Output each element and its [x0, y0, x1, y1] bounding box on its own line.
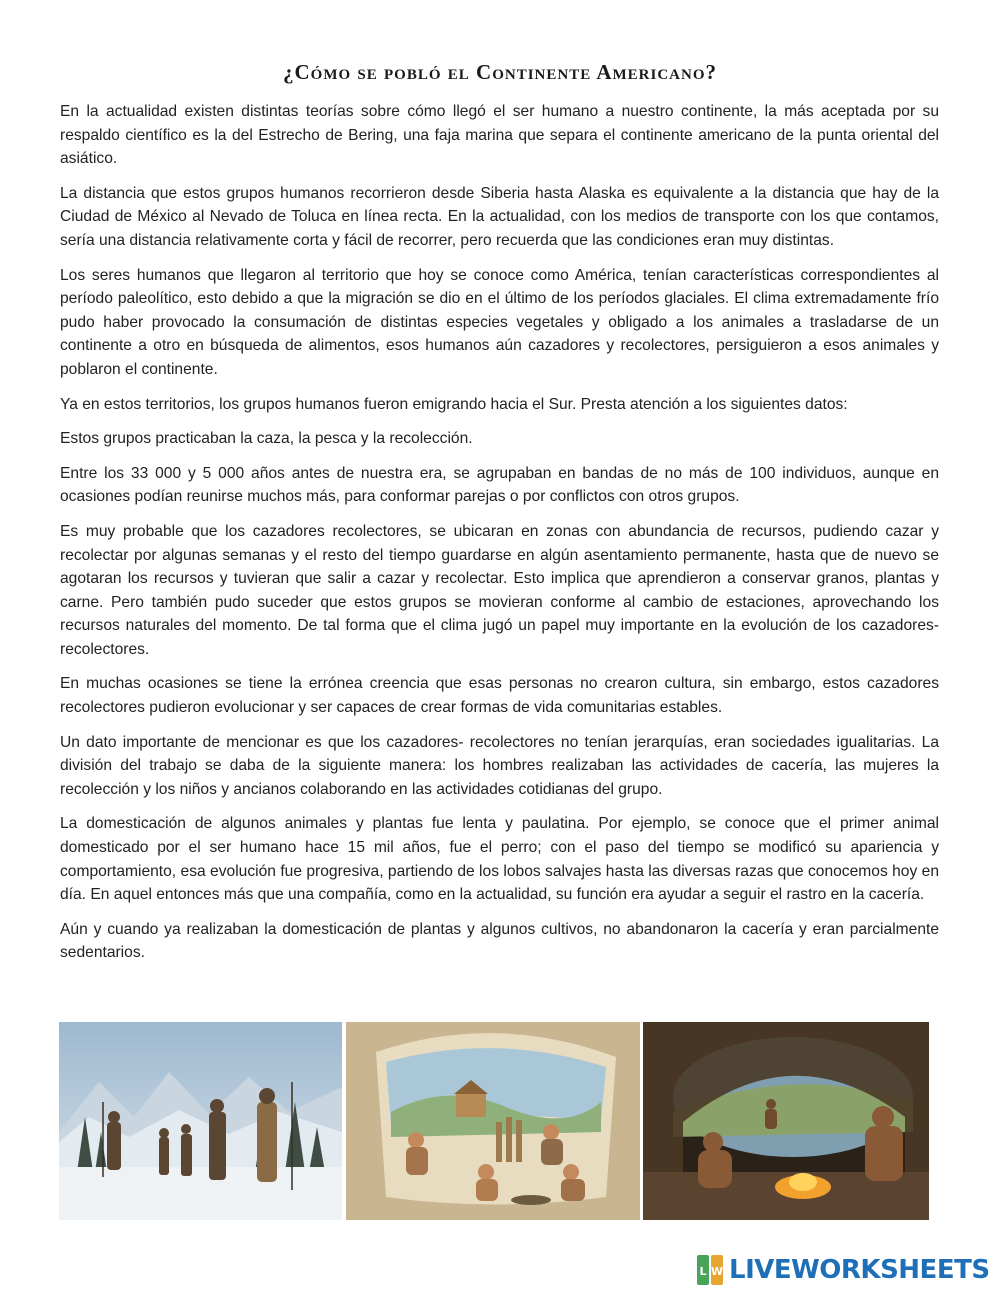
paragraph: Los seres humanos que llegaron al territorio que hoy se conoce como América, tenían características correspondientes al período paleolítico, esto debido a que la migración se dio en el último de los períodos glaciales. El clima extremadamente frío pudo haber provocado la consumación de distintas especies vegetales y obligado a los animales a trasladarse de un continente a otro en búsqueda de alimentos, esos humanos aún cazadores y recolectores, persiguieron a esos animales y poblaron el continente.	[60, 266, 939, 378]
page-title: ¿Cómo se pobló el Continente Americano?	[283, 60, 717, 84]
paragraph: Es muy probable que los cazadores recolectores, se ubicaran en zonas con abundancia de recursos, pudiendo cazar y recolectar por algunas semanas y el resto del tiempo guardarse en algún asentamiento permanente, hasta que de nuevo se agotaran los recursos y tuvieran que salir a cazar y recolectar. Esto implica que aprendieron a conservar granos, plantas y carne. Pero también pudo suceder que estos grupos se movieran conforme al cambio de estaciones, aprovechando los recursos naturales del momento. De tal forma que el clima jugó un papel muy importante en la evolución de los cazadores-recolectores.	[60, 522, 939, 658]
article-body	[60, 100, 939, 976]
logo-icon-letter: L	[699, 1265, 707, 1278]
paragraph: Entre los 33 000 y 5 000 años antes de nuestra era, se agrupaban en bandas de no más de 100 individuos, aunque en ocasiones podían reunirse muchos más, para conformar parejas o por conflictos con otros grupos.	[60, 464, 939, 506]
paragraph: Estos grupos practicaban la caza, la pesca y la recolección.	[60, 430, 473, 448]
logo-icon-letter: W	[710, 1265, 724, 1278]
image-strip	[59, 1022, 929, 1220]
liveworksheets-logo	[697, 1253, 997, 1287]
paragraph: Aún y cuando ya realizaban la domesticación de plantas y algunos cultivos, no abandonaron la cacería y eran parcialmente sedentarios.	[60, 920, 939, 962]
logo-text: LIVEWORKSHEETS	[729, 1255, 990, 1285]
cave-settlement-illustration	[346, 1022, 640, 1220]
cave-campfire-image	[643, 1022, 929, 1220]
paragraph: Ya en estos territorios, los grupos humanos fueron emigrando hacia el Sur. Presta atención a los siguientes datos:	[60, 395, 848, 413]
hunters-in-snow-image	[59, 1022, 342, 1220]
paragraph: Un dato importante de mencionar es que los cazadores- recolectores no tenían jerarquías, eran sociedades igualitarias. La división del trabajo se daba de la siguiente manera: los hombres realizaban las actividades de cacería, las mujeres la recolección y los niños y ancianos colaborando en las actividades cotidianas del grupo.	[60, 733, 939, 798]
paragraph: La distancia que estos grupos humanos recorrieron desde Siberia hasta Alaska es equivalente a la distancia que hay de la Ciudad de México al Nevado de Toluca en línea recta. En la actualidad, con los medios de transporte con los que contamos, sería una distancia relativamente corta y fácil de recorrer, pero recuerda que las condiciones eran muy distintas.	[60, 184, 939, 249]
liveworksheets-logo-icon	[697, 1255, 725, 1285]
paragraph: La domesticación de algunos animales y plantas fue lenta y paulatina. Por ejemplo, se conoce que el primer animal domesticado por el ser humano hace 15 mil años, fue el perro; con el paso del tiempo se modificó su apariencia y comportamiento, esa evolución fue progresiva, partiendo de los lobos salvajes hasta las diversas razas que conocemos hoy en día. En aquel entonces más que una compañía, como en la actualidad, su función era ayudar a seguir el rastro en la cacería.	[60, 815, 939, 904]
paragraph: En muchas ocasiones se tiene la errónea creencia que esas personas no crearon cultura, sin embargo, estos cazadores recolectores pudieron evolucionar y ser capaces de crear formas de vida comunitarias estables.	[60, 675, 939, 717]
paragraph: En la actualidad existen distintas teorías sobre cómo llegó el ser humano a nuestro continente, la más aceptada por su respaldo científico es la del Estrecho de Bering, una faja marina que separa el continente americano de la punta oriental del asiático.	[60, 103, 939, 168]
